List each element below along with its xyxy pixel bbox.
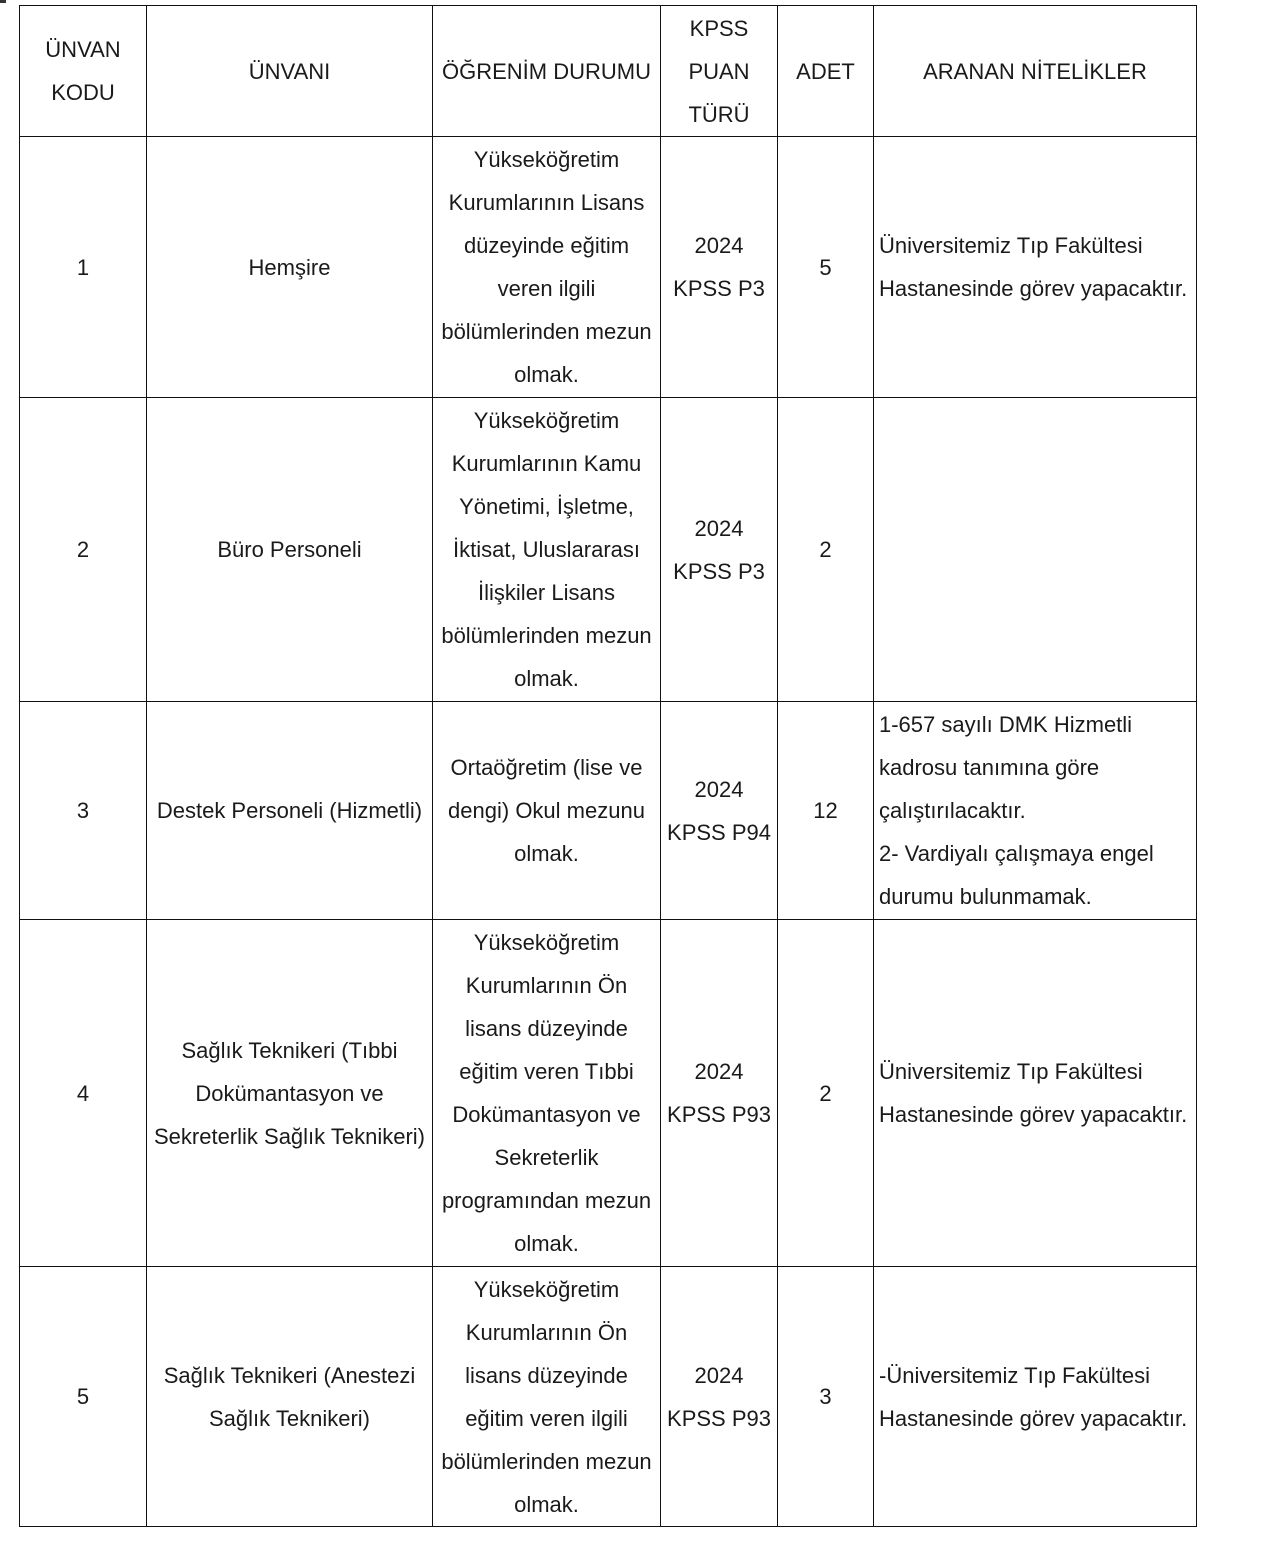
cell-title: Büro Personeli — [147, 398, 433, 702]
positions-table — [19, 5, 1197, 1527]
cell-title: Hemşire — [147, 137, 433, 398]
table-row — [20, 137, 1197, 398]
header-education: ÖĞRENİM DURUMU — [433, 6, 661, 137]
cell-score-type: 2024 KPSS P94 — [661, 702, 778, 920]
header-code: ÜNVAN KODU — [20, 6, 147, 137]
cell-count: 12 — [778, 702, 874, 920]
cell-title: Sağlık Teknikeri (Tıbbi Dokümantasyon ve Sekreterlik Sağlık Teknikeri) — [147, 920, 433, 1267]
header-count: ADET — [778, 6, 874, 137]
cell-count: 2 — [778, 398, 874, 702]
table-row — [20, 920, 1197, 1267]
cell-qualifications: -Üniversitemiz Tıp Fakültesi Hastanesinde görev yapacaktır. — [874, 1267, 1197, 1527]
header-qualifications: ARANAN NİTELİKLER — [874, 6, 1197, 137]
cell-education: Yükseköğretim Kurumlarının Ön lisans düzeyinde eğitim veren Tıbbi Dokümantasyon ve Sekreterlik programından mezun olmak. — [433, 920, 661, 1267]
cell-education: Yükseköğretim Kurumlarının Ön lisans düzeyinde eğitim veren ilgili bölümlerinden mezun olmak. — [433, 1267, 661, 1527]
cell-qualifications: 1-657 sayılı DMK Hizmetli kadrosu tanımına göre çalıştırılacaktır. 2- Vardiyalı çalışmaya engel durumu bulunmamak. — [874, 702, 1197, 920]
cell-education: Yükseköğretim Kurumlarının Kamu Yönetimi, İşletme, İktisat, Uluslararası İlişkiler Lisans bölümlerinden mezun olmak. — [433, 398, 661, 702]
cell-count: 2 — [778, 920, 874, 1267]
cell-qualifications — [874, 398, 1197, 702]
header-score-type: KPSS PUAN TÜRÜ — [661, 6, 778, 137]
cell-education: Ortaöğretim (lise ve dengi) Okul mezunu olmak. — [433, 702, 661, 920]
cell-code: 1 — [20, 137, 147, 398]
cell-score-type: 2024 KPSS P93 — [661, 920, 778, 1267]
table-row — [20, 398, 1197, 702]
cell-count: 3 — [778, 1267, 874, 1527]
cell-score-type: 2024 KPSS P3 — [661, 137, 778, 398]
cell-count: 5 — [778, 137, 874, 398]
cell-code: 4 — [20, 920, 147, 1267]
cell-title: Destek Personeli (Hizmetli) — [147, 702, 433, 920]
cell-education: Yükseköğretim Kurumlarının Lisans düzeyinde eğitim veren ilgili bölümlerinden mezun olmak. — [433, 137, 661, 398]
table-header-row — [20, 6, 1197, 137]
cell-qualifications: Üniversitemiz Tıp Fakültesi Hastanesinde görev yapacaktır. — [874, 137, 1197, 398]
cell-title: Sağlık Teknikeri (Anestezi Sağlık Teknikeri) — [147, 1267, 433, 1527]
cell-score-type: 2024 KPSS P3 — [661, 398, 778, 702]
corner-mark — [0, 0, 6, 3]
cell-score-type: 2024 KPSS P93 — [661, 1267, 778, 1527]
cell-code: 3 — [20, 702, 147, 920]
cell-code: 2 — [20, 398, 147, 702]
cell-code: 5 — [20, 1267, 147, 1527]
table-row — [20, 1267, 1197, 1527]
header-title: ÜNVANI — [147, 6, 433, 137]
table-row — [20, 702, 1197, 920]
cell-qualifications: Üniversitemiz Tıp Fakültesi Hastanesinde görev yapacaktır. — [874, 920, 1197, 1267]
